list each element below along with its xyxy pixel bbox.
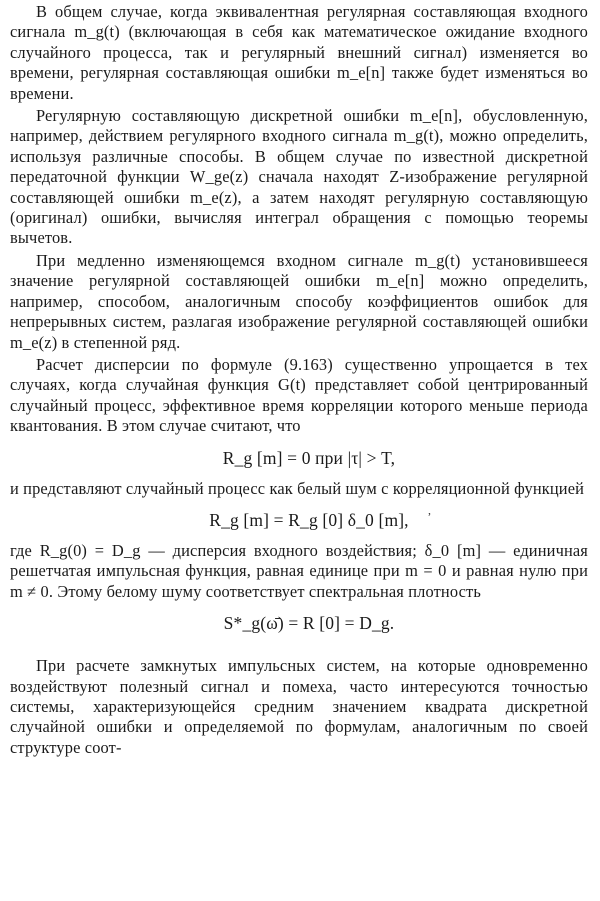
paragraph-1: В общем случае, когда эквивалентная регулярная составляющая входного сигнала m_g(t) (включающая в себя как математическое ожидание входного случайного процесса, так и регулярный внешний сигнал) изменяется во времени, регулярная составляющая ошибки m_e[n] также будет изменяться во времени. (10, 2, 588, 103)
paragraph-closed-systems: При расчете замкнутых импульсных систем, на которые одновременно воздействуют полезный сигнал и помеха, часто интересуются точностью системы, характеризующейся средним значением квадрата дискретной случайной ошибки и определяемой по формулам, аналогичным по своей структуре соот- (10, 656, 588, 757)
paragraph-3: При медленно изменяющемся входном сигнале m_g(t) установившееся значение регулярной составляющей ошибки m_e[n] можно определить, например, способом, аналогичным способу коэффициентов ошибок для непрерывных систем, разлагая изображение регулярной составляющей ошибки m_e(z) в степенной ряд. (10, 250, 588, 352)
paragraph-4: Расчет дисперсии по формуле (9.163) существенно упрощается в тех случаях, когда случайная функция G(t) представляет собой центрированный случайный процесс, эффективное время корреляции которого меньше периода квантования. В этом случае считают, что (10, 354, 588, 436)
paragraph-dispersion-definition: где R_g(0) = D_g — дисперсия входного воздействия; δ_0 [m] — единичная решетчатая импульсная функция, равная единице при m = 0 и равная нулю при m ≠ 0. Этому белому шуму соответствует спектральная плотность (10, 540, 588, 601)
paragraph-white-noise: и представляют случайный процесс как белый шум с корреляционной функцией (10, 478, 585, 498)
formula-correlation-delta: R_g [m] = R_g [0] δ_0 [m], (209, 509, 409, 530)
formula-correlation-zero: R_g [m] = 0 при |τ| > T, (222, 447, 396, 468)
formula-spectral-density: S*_g(ω̄) = R [0] = D_g. (223, 613, 395, 634)
paragraph-2: Регулярную составляющую дискретной ошибки m_e[n], обусловленную, например, действием регулярного входного сигнала m_g(t), можно определить, используя различные способы. В общем случае по известной дискретной передаточной функции W_ge(z) сначала находят Z-изображение регулярной составляющей ошибки m_e(z), а затем находят регулярную составляющую (оригинал) ошибки, вычисляя интеграл обращения с помощью теоремы вычетов. (10, 106, 588, 248)
stray-mark: , (428, 503, 431, 517)
